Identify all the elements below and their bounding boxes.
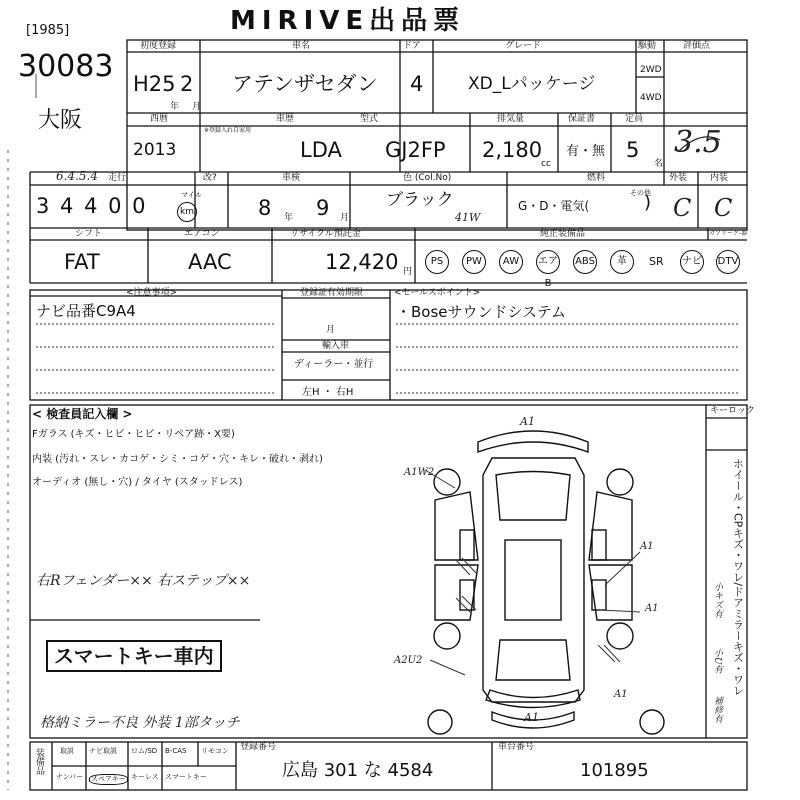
western-label: 西暦 xyxy=(150,114,169,124)
western-year: 2013 xyxy=(133,140,177,160)
ac: AAC xyxy=(188,250,232,274)
footer-bcas: B-CAS xyxy=(165,747,187,755)
capacity-label: 定員 xyxy=(625,114,644,124)
equip-aw: AW xyxy=(499,250,523,274)
reg-number: 広島 301 な 4584 xyxy=(282,760,434,781)
displacement: 2,180 xyxy=(482,138,543,162)
inspection-label: 車検 xyxy=(282,173,301,183)
location: 大阪 xyxy=(38,108,83,133)
inspection-month: 9 xyxy=(316,196,330,220)
grade: XD_Lパッケージ xyxy=(468,74,596,94)
diagram-mark-right-rear: A1 xyxy=(614,689,628,700)
car-history-note: ※登録入れ自家用 xyxy=(204,127,252,134)
repaired-label: 改? xyxy=(203,173,217,183)
reg-expiry-month: 月 xyxy=(326,325,336,335)
import-label: 輸入車 xyxy=(322,341,350,351)
capacity: 5 xyxy=(626,138,640,162)
mileage: 3 4 4 0 0 xyxy=(36,194,148,218)
footer-navi-manual: ナビ取説 xyxy=(89,747,117,755)
exterior-label: 外装 xyxy=(669,173,688,183)
footer-spare-key: スペアキー xyxy=(91,775,126,783)
equip-leather: 革 xyxy=(610,250,634,274)
gasoline-label: ガソリーケ-器 xyxy=(709,230,748,237)
model-label: 型式 xyxy=(360,114,379,124)
km-unit: km xyxy=(177,202,197,222)
side-mark-1: 小キズ有 xyxy=(712,582,722,618)
footer-remote: リモコン xyxy=(201,747,229,755)
fuel-label: 燃料 xyxy=(587,173,606,183)
color-label: 色 (Col.No) xyxy=(403,173,452,183)
diagram-mark-right-2: A1 xyxy=(645,603,659,614)
drive-2wd: 2WD xyxy=(640,65,662,75)
color: ブラック xyxy=(386,190,454,210)
equip-pw: PW xyxy=(462,250,486,274)
score-label: 評価点 xyxy=(683,41,711,51)
score: 3.5 xyxy=(674,125,722,160)
drive-label: 駆動 xyxy=(638,41,657,51)
inspection-line-1: Fガラス (キズ・ヒビ・ヒビ・リペア跡・X要) xyxy=(32,429,235,440)
car-name: アテンザセダン xyxy=(232,72,378,96)
equip-airbag: エアB xyxy=(536,250,560,274)
month-unit: 月 xyxy=(192,102,202,112)
side-mark-2: 小U有 xyxy=(712,648,722,674)
car-history-label: 車歴 xyxy=(276,114,295,124)
caution-label: <注意事項> xyxy=(126,288,178,298)
inspection-line-3: オーディオ (無し・穴) / タイヤ (スタッドレス) xyxy=(32,477,243,488)
equip-navi: ナビ xyxy=(680,250,704,274)
diagram-mark-rear: A1 xyxy=(524,711,539,724)
first-reg-month: 2 xyxy=(180,72,194,96)
footer-side-label: 装備品 xyxy=(34,748,44,775)
ac-label: エアコン xyxy=(184,229,220,239)
recycle-label: リサイクル預託金 xyxy=(290,229,361,239)
sales-point-label: <セールスポイント> xyxy=(394,288,481,298)
mileage-handwritten: 6.4.5.4 xyxy=(56,169,98,183)
side-mark-3: 補修有 xyxy=(712,696,722,723)
footer-manual: 取説 xyxy=(60,747,74,755)
footer-keyless: キーレス xyxy=(131,773,159,781)
hand-note-2: 格納ミラー不良 外装 1部タッチ xyxy=(40,715,240,731)
dealer-label: ディーラー・並行 xyxy=(294,359,374,370)
equip-ps: PS xyxy=(425,250,449,274)
caution-text: ナビ品番C9A4 xyxy=(36,302,136,320)
color-code: 41W xyxy=(455,211,481,224)
warranty: 有・無 xyxy=(566,144,606,159)
sheet-title: MIRIVE出品票 xyxy=(230,6,466,36)
warranty-label: 保証書 xyxy=(568,114,596,124)
lot-number: 30083 xyxy=(18,49,114,84)
person-unit: 名 xyxy=(654,159,664,169)
footer-rom-sd: ロム/SD xyxy=(131,747,158,755)
equip-sr: SR xyxy=(649,255,664,268)
diagram-mark-right-1: A1 xyxy=(640,541,654,552)
inspection-month-unit: 月 xyxy=(340,213,350,223)
grade-label: グレード xyxy=(505,41,542,51)
door-count: 4 xyxy=(410,72,424,96)
inspection-year-unit: 年 xyxy=(284,213,294,223)
diagram-mark-left-front: A1W2 xyxy=(404,467,435,478)
hand-note-1: 右Rフェンダー×× 右ステップ×× xyxy=(36,573,251,589)
shift-label: シフト xyxy=(75,229,103,239)
cc-unit: cc xyxy=(541,159,551,169)
first-reg-era: H25 xyxy=(133,72,176,96)
equip-abs: ABS xyxy=(573,250,597,274)
reg-expiry-label: 登録証有効期限 xyxy=(300,288,364,298)
reg-number-label: 登録番号 xyxy=(240,742,277,752)
fuel-other: その他 xyxy=(630,189,651,197)
equipment-label: 純正装備品 xyxy=(540,229,586,239)
wheel-mirror-note: ホイール・CPキズ・ワレ/ドアミラーキズ・ワレ xyxy=(731,458,745,697)
exterior-grade: C xyxy=(673,194,692,222)
handle-label: 左H ・ 右H xyxy=(302,387,354,398)
door-label: ドア xyxy=(403,41,421,51)
inspection-line-2: 内装 (汚れ・スレ・カコゲ・シミ・コゲ・穴・キレ・破れ・剥れ) xyxy=(32,454,323,465)
model-prefix: LDA xyxy=(300,138,342,162)
smart-key-note: スマートキー車内 xyxy=(46,640,222,672)
mileage-label: 走行 xyxy=(108,173,127,183)
car-diagram xyxy=(428,431,664,734)
diagram-mark-left-rear: A2U2 xyxy=(394,655,423,666)
sales-point: ・Boseサウンドシステム xyxy=(396,303,567,321)
footer-number: ナンバー xyxy=(56,773,84,781)
interior-label: 内装 xyxy=(710,173,729,183)
first-reg-label: 初度登録 xyxy=(140,41,177,51)
equip-dtv: DTV xyxy=(716,250,740,274)
fuel-options: G・D・電気( xyxy=(518,199,590,213)
inspection-title: < 検査員記入欄 > xyxy=(32,407,133,421)
chassis-label: 車台番号 xyxy=(498,742,535,752)
interior-grade: C xyxy=(714,194,733,222)
drive-4wd: 4WD xyxy=(640,93,662,103)
recycle-amount: 12,420 xyxy=(325,250,399,274)
model-code: GJ2FP xyxy=(385,138,446,162)
diagram-mark-front: A1 xyxy=(520,415,535,428)
fuel-close: ) xyxy=(644,192,652,213)
yen-unit: 円 xyxy=(403,267,413,277)
mile-unit: マイル xyxy=(181,191,202,199)
chassis-number: 101895 xyxy=(580,760,649,781)
year-code: [1985] xyxy=(26,23,70,38)
shift: FAT xyxy=(64,250,100,274)
footer-smart-key: スマートキー xyxy=(165,773,207,781)
inspection-year: 8 xyxy=(258,196,272,220)
car-name-label: 車名 xyxy=(292,41,311,51)
displacement-label: 排気量 xyxy=(497,114,525,124)
year-unit: 年 xyxy=(170,102,180,112)
key-lock-label: キーロック xyxy=(710,406,755,416)
